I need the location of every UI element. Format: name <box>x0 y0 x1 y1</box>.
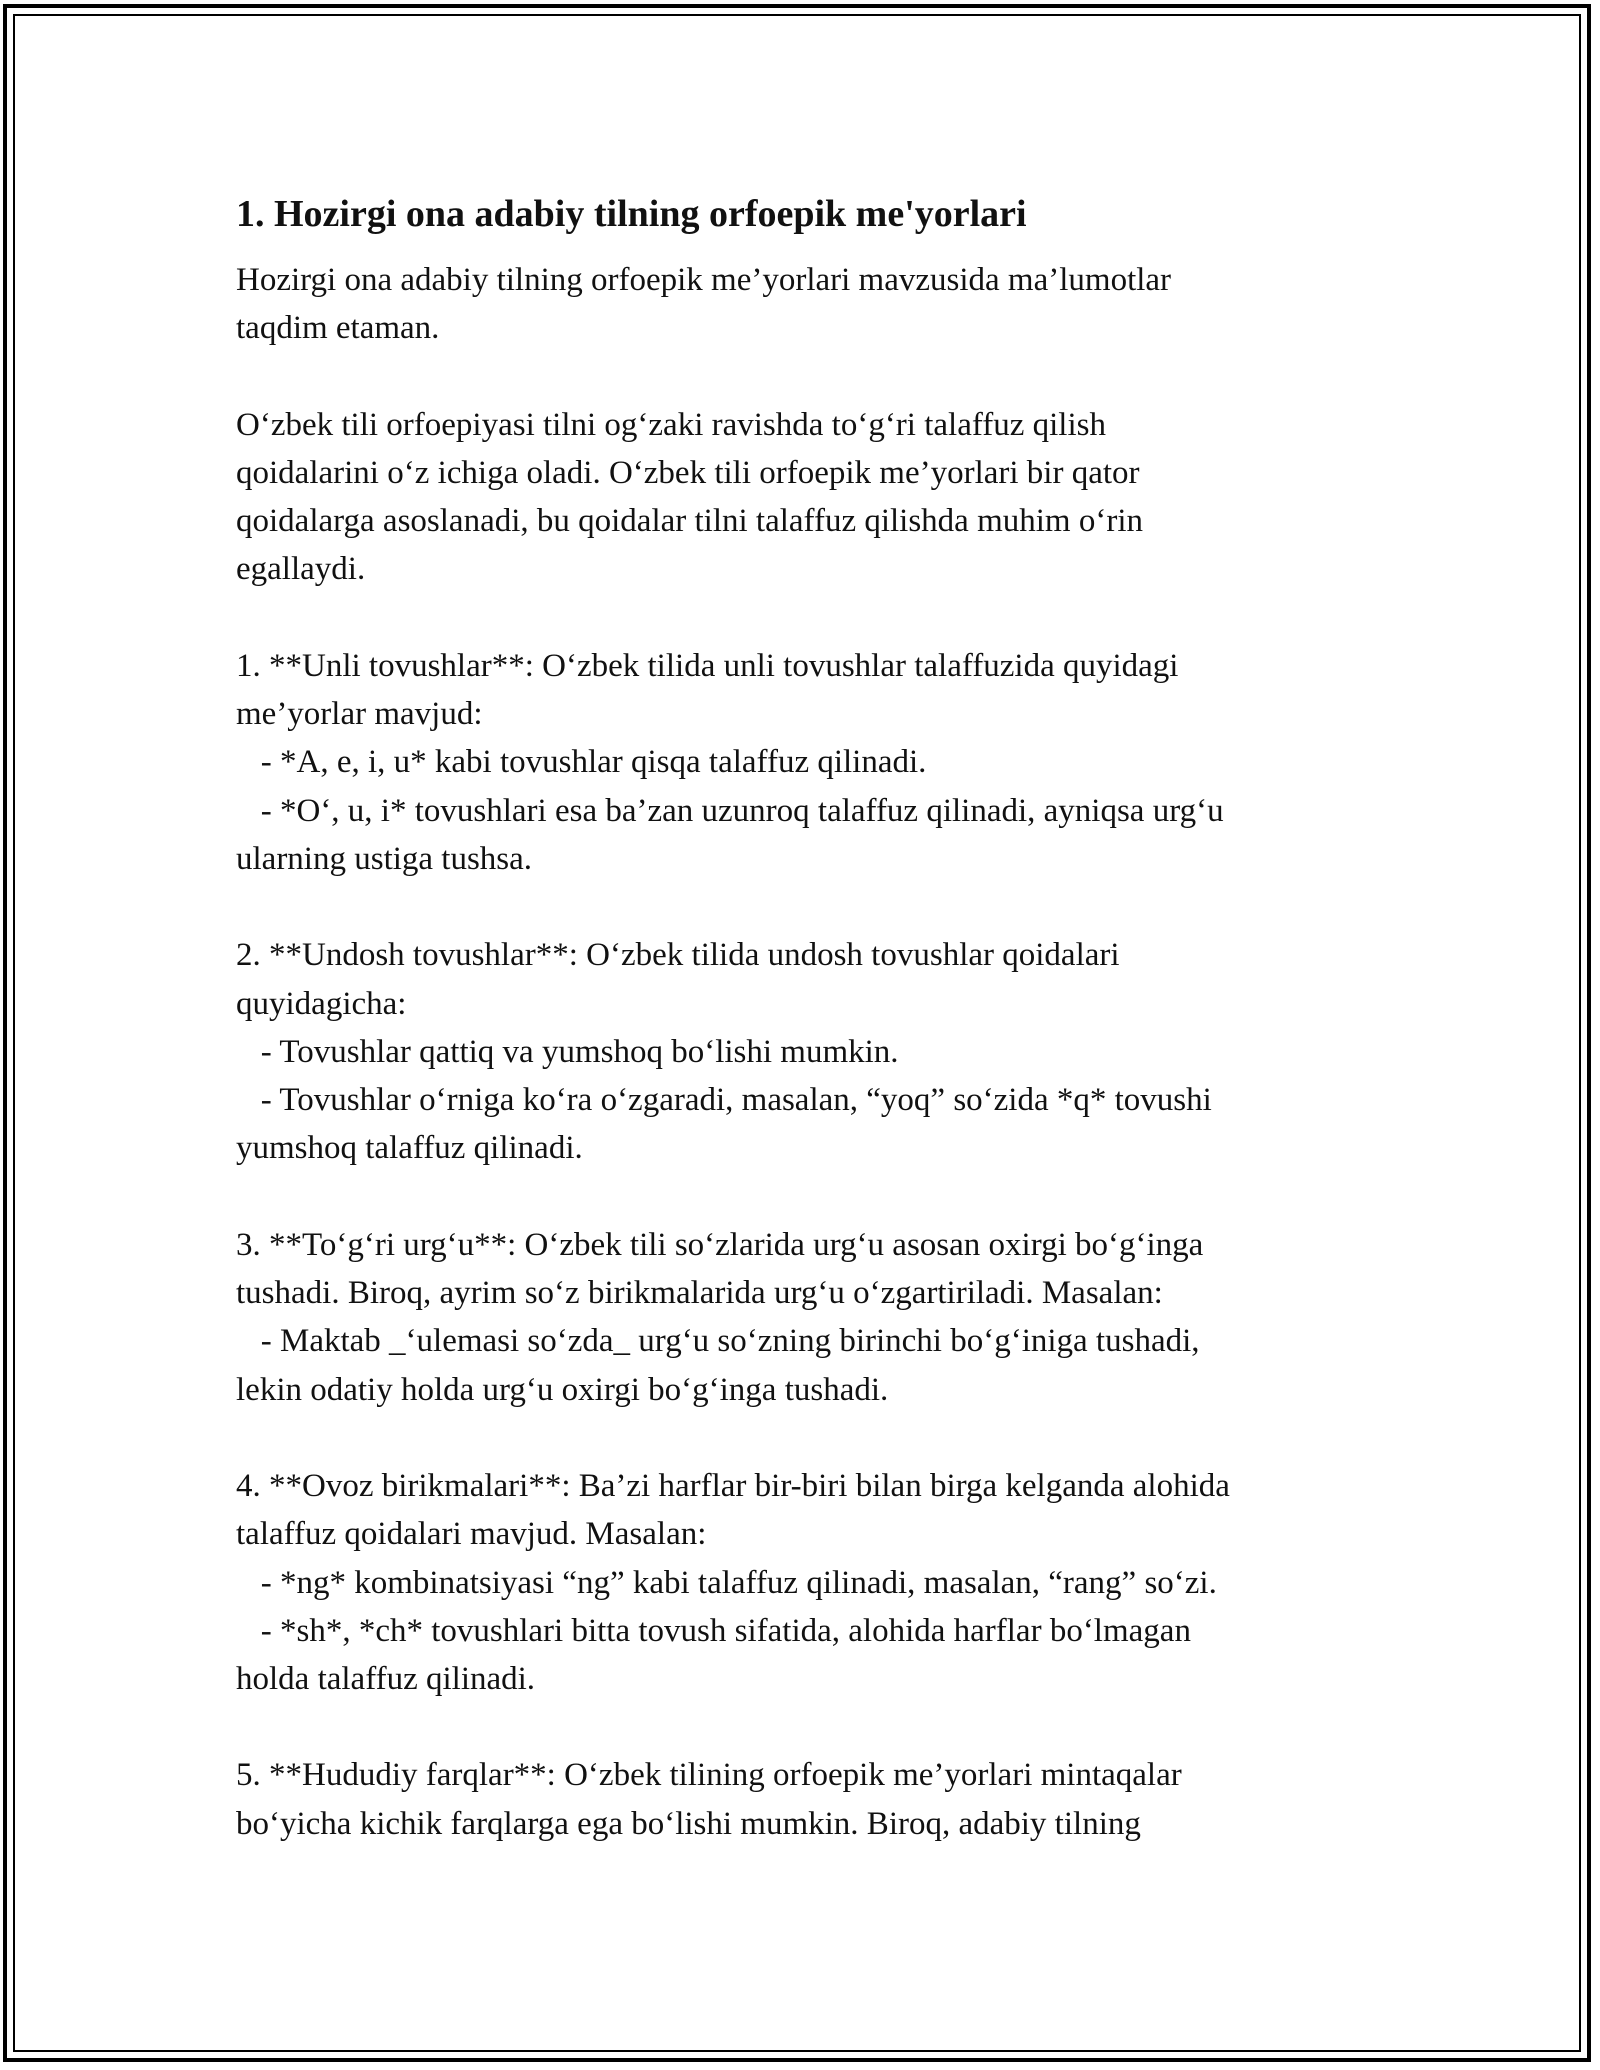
text-line: - Tovushlar qattiq va yumshoq bo‘lishi mumkin. <box>236 1033 899 1070</box>
text-line: holda talaffuz qilinadi. <box>236 1661 536 1698</box>
text-line: egallaydi. <box>236 551 366 588</box>
paragraph-container <box>236 256 1376 1848</box>
text-line: taqdim etaman. <box>236 310 440 347</box>
text-line: - *sh*, *ch* tovushlari bitta tovush sifatida, alohida harflar bo‘lmagan <box>236 1612 1191 1649</box>
text-line: talaffuz qoidalari mavjud. Masalan: <box>236 1516 707 1553</box>
text-line: quyidagicha: <box>236 985 407 1022</box>
text-line: - *ng* kombinatsiyasi “ng” kabi talaffuz qilinadi, masalan, “rang” so‘zi. <box>236 1564 1217 1601</box>
text-line: qoidalarga asoslanadi, bu qoidalar tilni talaffuz qilishda muhim o‘rin <box>236 503 1143 540</box>
text-line: - *A, e, i, u* kabi tovushlar qisqa talaffuz qilinadi. <box>236 744 927 781</box>
text-line: - Tovushlar o‘rniga ko‘ra o‘zgaradi, masalan, “yoq” so‘zida *q* tovushi <box>236 1082 1212 1119</box>
text-line: me’yorlar mavjud: <box>236 696 483 733</box>
text-line: - Maktab _‘ulemasi so‘zda_ urg‘u so‘zning birinchi bo‘g‘iniga tushadi, <box>236 1323 1200 1360</box>
text-line: Hozirgi ona adabiy tilning orfoepik me’yorlari mavzusida ma’lumotlar <box>236 262 1172 298</box>
text-line: ularning ustiga tushsa. <box>236 840 533 877</box>
text-line: bo‘yicha kichik farqlarga ega bo‘lishi mumkin. Biroq, adabiy tilning <box>236 1805 1141 1842</box>
document-heading: 1. Hozirgi ona adabiy tilning orfoepik me'yorlari <box>236 193 1027 235</box>
text-line: 5. **Hududiy farqlar**: O‘zbek tilining orfoepik me’yorlari mintaqalar <box>236 1757 1182 1794</box>
text-line: 4. **Ovoz birikmalari**: Ba’zi harflar bir-biri bilan birga kelganda alohida <box>236 1467 1230 1504</box>
paragraph <box>236 1751 1376 1848</box>
paragraph <box>236 401 1376 594</box>
text-line: yumshoq talaffuz qilinadi. <box>236 1130 583 1167</box>
text-line: O‘zbek tili orfoepiyasi tilni og‘zaki ravishda to‘g‘ri talaffuz qilish <box>236 406 1106 443</box>
paragraph <box>236 1462 1376 1703</box>
paragraph <box>236 931 1376 1172</box>
text-line: 1. **Unli tovushlar**: O‘zbek tilida unli tovushlar talaffuzida quyidagi <box>236 647 1179 684</box>
paragraph <box>236 1221 1376 1414</box>
text-line: - *O‘, u, i* tovushlari esa ba’zan uzunroq talaffuz qilinadi, ayniqsa urg‘u <box>236 792 1224 829</box>
text-line: 2. **Undosh tovushlar**: O‘zbek tilida undosh tovushlar qoidalari <box>236 937 1120 974</box>
paragraph <box>236 642 1376 883</box>
text-line: tushadi. Biroq, ayrim so‘z birikmalarida urg‘u o‘zgartiriladi. Masalan: <box>236 1275 1163 1312</box>
text-line: qoidalarini o‘z ichiga oladi. O‘zbek tili orfoepik me’yorlari bir qator <box>236 454 1140 491</box>
paragraph <box>236 256 1376 353</box>
text-line: 3. **To‘g‘ri urg‘u**: O‘zbek tili so‘zlarida urg‘u asosan oxirgi bo‘g‘inga <box>236 1226 1204 1263</box>
document-body <box>236 186 1376 1896</box>
text-line: lekin odatiy holda urg‘u oxirgi bo‘g‘inga tushadi. <box>236 1371 889 1408</box>
